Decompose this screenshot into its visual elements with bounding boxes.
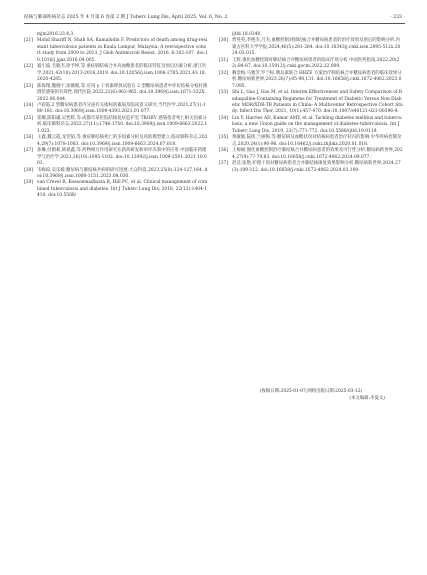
reference-item: [24, 148, 208, 167]
reference-item: [219, 116, 403, 135]
reference-text: 王辉.强化血糖控制对肺结核合并糖尿病患者的临床疗效分析.中国医药指南,2022,20(22):84-87. doi:10.15912/j.cnki.gocm.2022.22.009.: [232, 57, 400, 70]
page-number: · 233 ·: [390, 15, 405, 20]
reference-number: [26]: [24, 135, 34, 141]
running-header: [24, 13, 405, 24]
reference-item: [24, 84, 208, 103]
references-right-column: [219, 32, 403, 174]
reference-text: Mohd Shariff N, Shah SA, Kamaludin F. Predictors of death among drug-resistant tuberculosis patients in Kuala Lumpur, Malaysia: A retrospective cohort study from 2009 to 2013. J Glob Antimicrob Resist, 2016, 6:102-107. doi:10.1016/j.jgar.2016.04.005.: [37, 38, 208, 63]
reference-item: [219, 58, 403, 71]
reference-text: 陈海翔,魏晓宇,徐薇薇,等.应用 γ 干扰素释放试验在 2 型糖尿病患者中评价结核分枝杆菌潜伏感染的有效性.现代医院,2022,22(6):962-965. doi:10.3969/j.issn.1671-332X.2022.06.044.: [37, 83, 208, 102]
reference-number: [34]: [219, 115, 229, 121]
reference-text: 寰小波,毛敏杰,徐予坤,等.重症肺结核合并高血糖患者的临床特征及预后因素分析.浙江医学,2021,43(18):2013-2016,2019. doi:10.12056/j.issn.1006-2785.2021.43.18.2020-4285.: [37, 64, 207, 83]
reference-item: [24, 116, 208, 135]
reference-number: [33]: [219, 90, 229, 96]
reference-number: [25]: [24, 115, 34, 121]
reference-item: [219, 71, 403, 90]
reference-number: [36]: [219, 148, 229, 154]
reference-item: [24, 103, 208, 116]
reference-text: 韦梅琼,吴乐媛.糖尿病与肺结核共病的研究进展.大众科技,2023,25(8):124-127,164. doi:10.3969/j.issn.1008-1151.2023.08.030.: [37, 167, 208, 179]
reference-text: 赖金梅,马雅芳,罗兰标.胰岛素联合 HRZE 方案治疗肺结核合并糖尿病患者的临床效果分析.糖尿病新世界,2023,26(7):95-98,131. doi:10.16658/j.cnki.1672-4062.2023.07.095.: [232, 70, 402, 89]
reference-number: [22]: [24, 64, 34, 70]
journal-citation: 结核与肺部疾病杂志 2025 年 4 月第 6 卷第 2 期 J Tuberc Lung Dis, April 2025, Vol. 6, No. 2: [24, 15, 228, 20]
reference-number: [31]: [219, 57, 229, 63]
reference-number: [24]: [24, 102, 34, 108]
reference-item: [24, 135, 208, 148]
reference-number: [29]: [24, 180, 34, 186]
reference-text: Shi L, Gao J, Gao M, et al. Interim Effectiveness and Safety Comparison of Bedaquiline-Containing Regimens for Treatment of Diabetic Versus Non-Diabetic MDR/XDR-TB Patients in China: A Multicenter Retrospective Cohort Study. Infect Dis Ther, 2021, 10(1):457-470. doi:10.1007/s40121-021-00396-9.: [232, 90, 403, 115]
reference-number: [28]: [24, 167, 34, 173]
references-left-column: [24, 32, 208, 200]
reference-number: [32]: [219, 70, 229, 76]
reference-item: [24, 64, 208, 83]
article-notes: [219, 388, 403, 402]
reference-text: 王鑫,魏云霞,龙莞韬,等.重症肺结核死亡的多因素分析及风险模型建立.临床肺科杂志,2024,29(7):1078-1083. doi:10.3969/j.issn.1009-6663.2024.07.018.: [37, 135, 208, 147]
reference-text: 黄敏敏,陆炜,兰丽梅,等.糖尿病及血糖状况对结核病患者治疗转归的影响.中华疾病控制杂志,2020,24(1):90-96. doi:10.16462/j.cnki.zhjbkz.2020.01.018.: [232, 135, 402, 147]
reference-text: ijtld.18.0340.: [232, 32, 262, 37]
reference-text: 崔耀,陈阳谦,吴性辉,等.成都市某医院结核复症监护室 TB/HIV 感染患者死亡相关因素分析.临床肺科杂志,2022,27(11):1746-1750. doi:10.3969/j.issn.1009-6663.2022.11.023.: [37, 115, 208, 134]
reference-item: [219, 148, 403, 161]
reference-number: [27]: [24, 148, 34, 154]
reference-text: 卢彩霞.2 型糖尿病患者内分泌有关指标的素质及临床意义研究.当代医学,2021,27(1):180-181. doi:10.3969/j.issn.1009-4393.2021.01.077.: [37, 102, 206, 115]
reference-text: mjm2016.23.4.3.: [37, 32, 75, 37]
reference-text: 贾英英,李艳杰,吕杰.血糖控制对肺结核合并糖尿病患者的治疗效果及预后的影响分析.内蒙古医科大学学报,2024,46(5):281-284. doi:10.16343/j.cnki.issn.2095-512x.2024.03.015.: [232, 38, 401, 57]
reference-item: [24, 180, 208, 199]
reference-text: 赵洁,张艳.护理干预对糖尿病患者合并肺结核康复效果影响分析.糖尿病新世界,2024,27(3):109-112. doi:10.16658/j.cnki.1672-4062.2024.03.109.: [232, 161, 401, 173]
reference-item: [219, 38, 403, 57]
reference-number: [30]: [219, 38, 229, 44]
reference-item: [219, 135, 403, 148]
reference-text: 孙琳,付蔚莉,韩祖鑫,等.药物相互作用研究在新药研发和审评决策中的应用.中国临床药理学与治疗学,2021,26(10):1095-1102. doi:10.12092/j.issn.1009-2501.2021.10.001.: [37, 148, 207, 167]
reference-item: [24, 168, 208, 181]
received-dates: (收稿日期:2025-01-07;网络出版日期:2025-03-12): [259, 389, 363, 394]
reference-number: [21]: [24, 38, 34, 44]
reference-item: [219, 161, 403, 174]
reference-item: [24, 38, 208, 64]
reference-number: [35]: [219, 135, 229, 141]
editor-credit: (本文编辑:李曼文): [349, 396, 385, 401]
reference-text: van Crevel R, Koesoemadinata R, Hill PC, et al. Clinical management of combined tuberculosis and diabetes. Int J Tuberc Lung Dis, 2018, 22(12):1404-1410. doi:10.5588/: [37, 180, 208, 199]
reference-item: [219, 90, 403, 116]
reference-number: [23]: [24, 83, 34, 89]
reference-text: 王梅丽.强化血糖控制治疗肺结核合并糖尿病患者的效果及可行性分析.糖尿病新世界,2024,27(9):77-79,83. doi:10.16658/j.cnki.1672-4062.2024.09.077.: [232, 148, 403, 160]
reference-text: Lin Y, Harries AD, Kumar AMV, et al. Tackling diabetes mellitus and tuberculosis, a new Union guide on the management of diabetes-tuberculosis. Int J Tuberc Lung Dis, 2019, 23(7):771-772. doi:10.5588/ijtld.19.0119.: [232, 115, 402, 134]
reference-number: [37]: [219, 161, 229, 167]
